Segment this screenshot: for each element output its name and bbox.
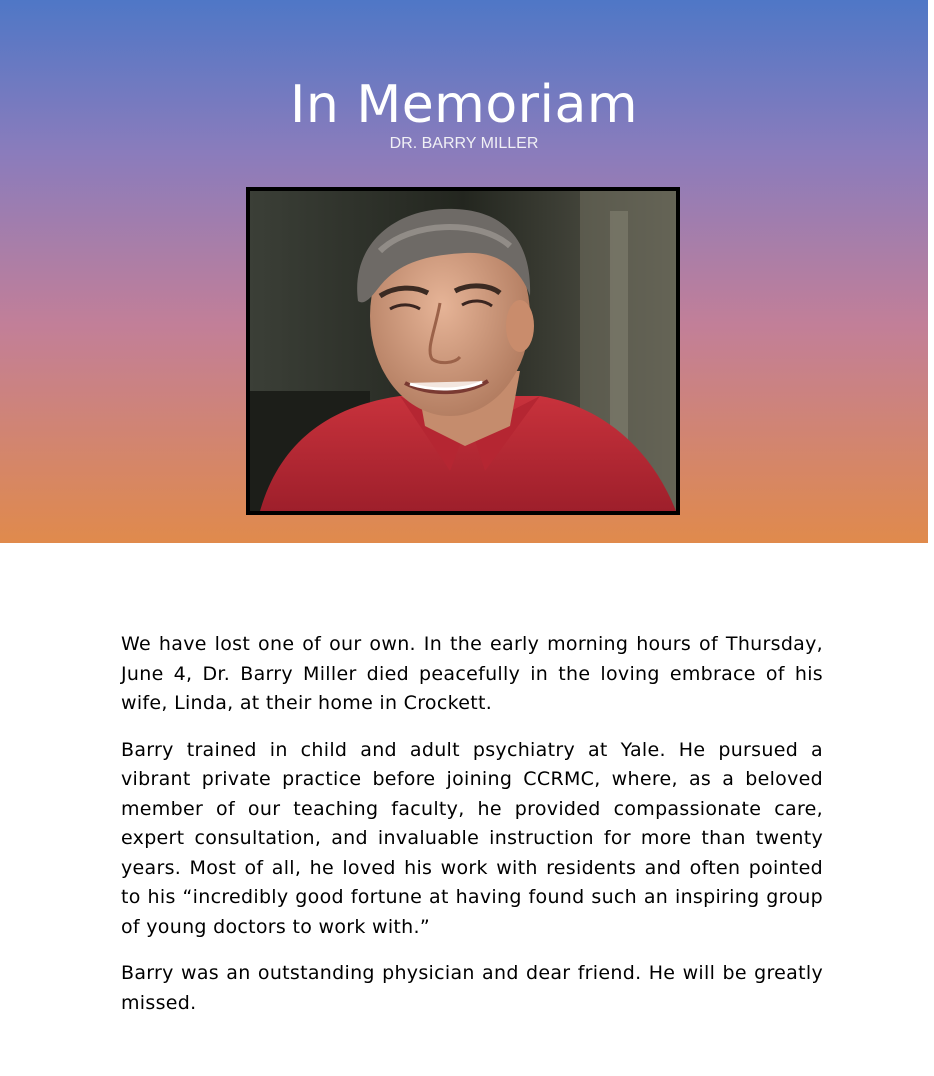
paragraph-3: Barry was an outstanding physician and dear friend. He will be greatly missed. [121, 962, 823, 1014]
paragraph-2: Barry trained in child and adult psychiatry at Yale. He pursued a vibrant private practice before joining CCRMC, where, as a beloved member of our teaching faculty, he provided compassionate care, expert consultation, and invaluable instruction for more than twenty years. Most of all, he loved his work with residents and often pointed to his “incredibly good fortune at having found such an inspiring group of young doctors to work with.” [121, 738, 823, 938]
portrait-illustration [250, 191, 676, 511]
paragraph-1: We have lost one of our own. In the early morning hours of Thursday, June 4, Dr. Barry Miller died peacefully in the loving embrace of his wife, Linda, at their home in Crockett. [121, 633, 823, 714]
page-title: In Memoriam [290, 74, 638, 135]
memorial-body [121, 630, 823, 1035]
portrait-photo [246, 187, 680, 515]
honoree-name: DR. BARRY MILLER [389, 135, 539, 152]
